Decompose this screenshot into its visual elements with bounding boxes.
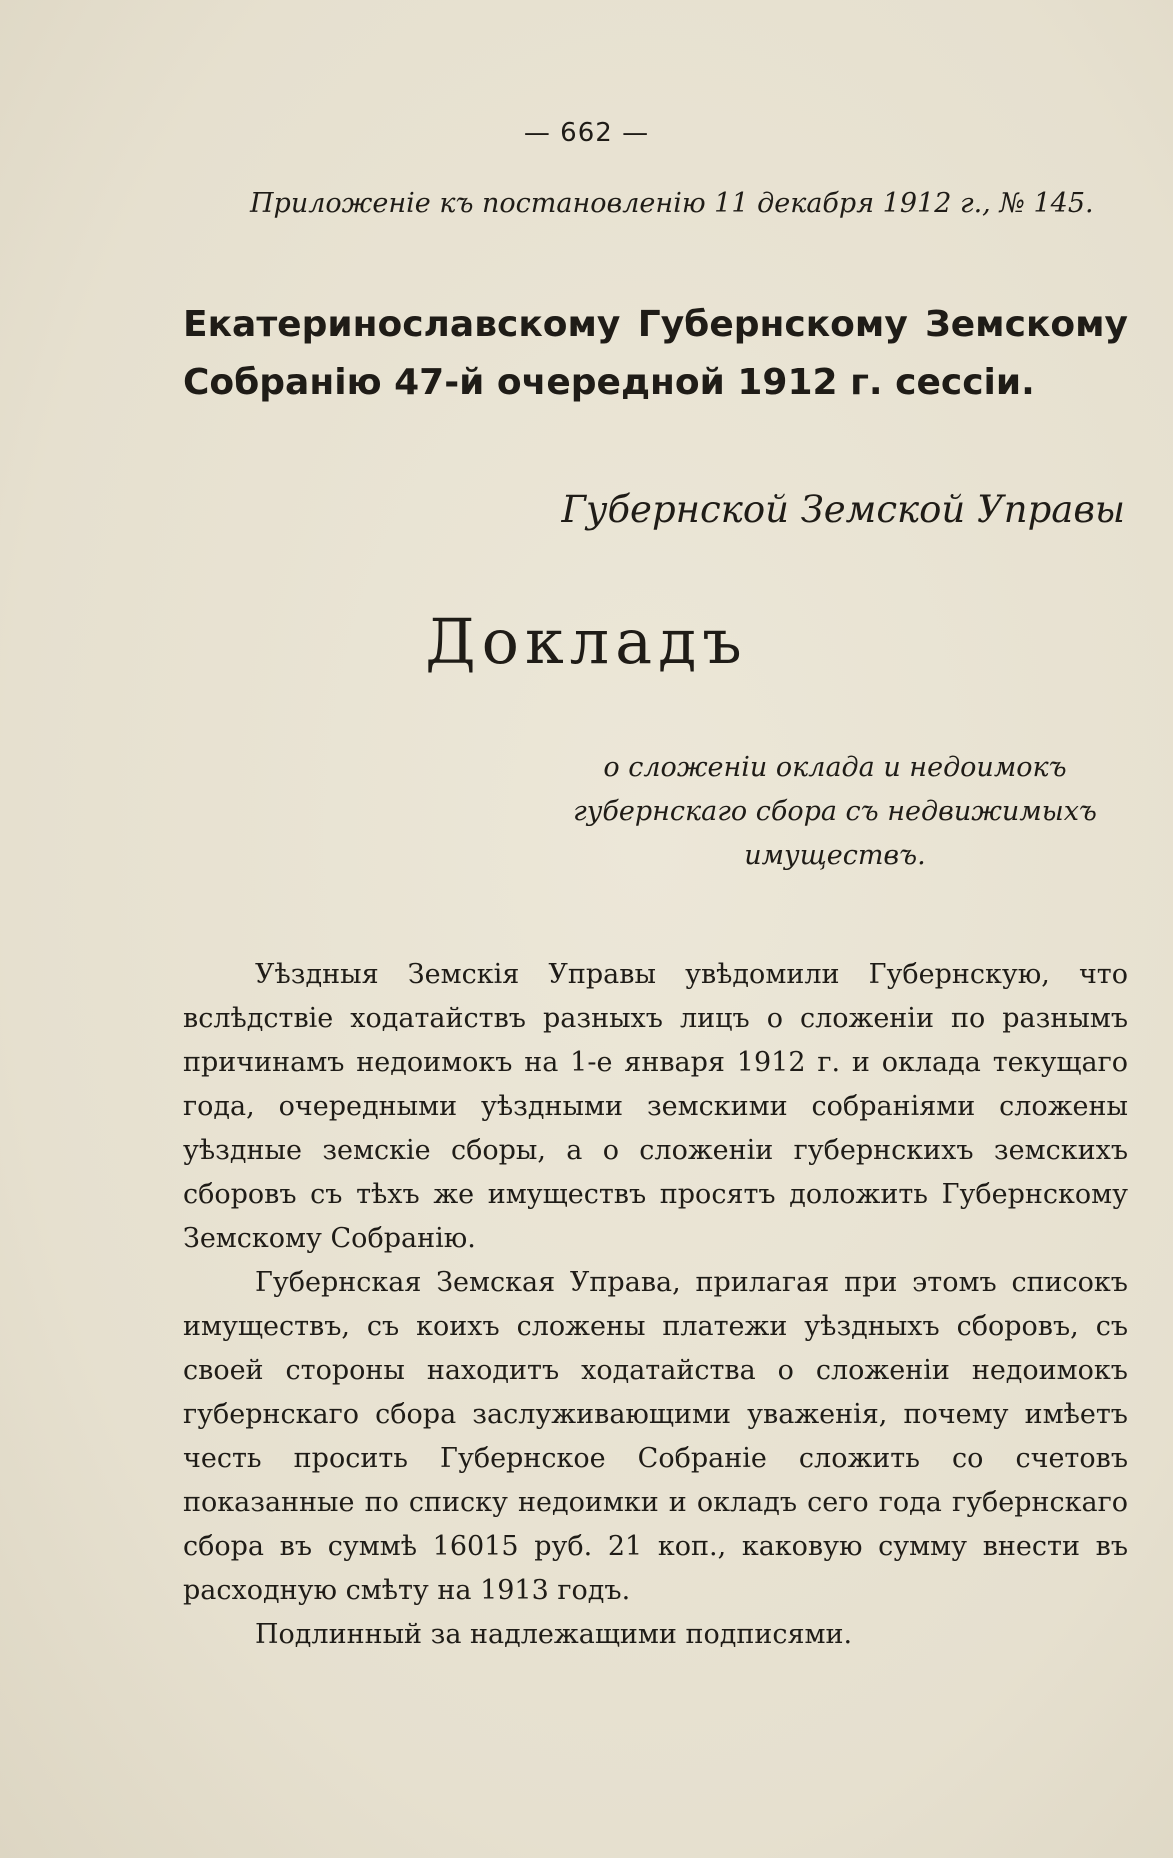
report-body bbox=[183, 953, 1128, 1657]
issuing-office: Губернской Земской Управы bbox=[561, 488, 1125, 531]
document-title: Докладъ bbox=[425, 605, 748, 678]
document-heading: Екатеринославскому Губернскому Земскому Собранiю 47-й очередной 1912 г. сессiи. bbox=[183, 304, 1128, 403]
appendix-line: Приложенiе къ постановленiю 11 декабря 1912 г., № 145. bbox=[250, 188, 1094, 219]
paragraph: Губернская Земская Управа, прилагая при этомъ списокъ имуществъ, съ коихъ сложены платежи уѣздныхъ сборовъ, съ своей стороны находитъ ходатайства о сложенiи недоимокъ губернскаго сбора заслуживающими уваженiя, почему имѣетъ честь просить Губернское Собранiе сложить со счетовъ показанные по списку недоимки и окладъ сего года губернскаго сбора въ суммѣ 16015 руб. 21 коп., каковую сумму внести въ расходную смѣту на 1913 годъ. bbox=[183, 1267, 1128, 1606]
page-number: — 662 — bbox=[523, 118, 650, 148]
report-subject: о сложенiи оклада и недоимокъ губернскаго сбора съ недвижимыхъ имуществъ. bbox=[573, 752, 1097, 871]
paragraph: Уѣздныя Земскiя Управы увѣдомили Губернскую, что вслѣдствiе ходатайствъ разныхъ лицъ о сложенiи по разнымъ причинамъ недоимокъ на 1-е января 1912 г. и оклада текущаго года, очередными уѣздными земскими собранiями сложены уѣздные земскiе сборы, а о сложенiи губернскихъ земскихъ сборовъ съ тѣхъ же имуществъ просятъ доложить Губернскому Земскому Собранiю. bbox=[183, 959, 1128, 1254]
paragraph: Подлинный за надлежащими подписями. bbox=[255, 1619, 853, 1650]
